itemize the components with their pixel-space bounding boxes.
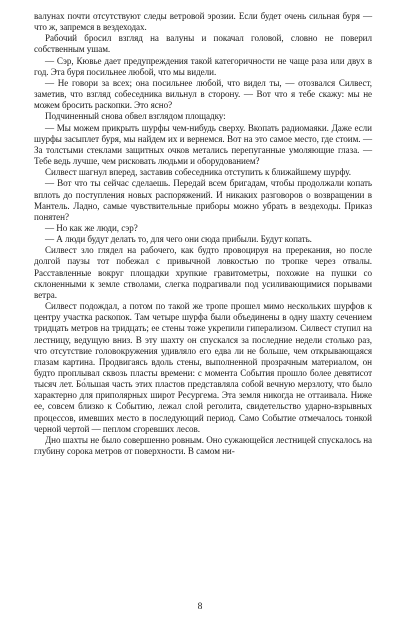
paragraph: — Сэр, Кювье дает предупреждения такой категоричности не чаще раза или двух в год. Эта буря посильнее любой, что мы видели.: [34, 55, 372, 77]
paragraph: Подчиненный снова обвел взглядом площадку:: [45, 111, 226, 122]
paragraph: — Но как же люди, сэр?: [45, 222, 138, 233]
paragraph: — Не говори за всех; она посильнее любой, что видел ты, — отозвался Силвест, заметив, что взгляд собеседника вильнул в сторону. — Вот что я тебе скажу: мы не можем бросить раскопки. Это ясно?: [34, 77, 372, 111]
paragraph: валунах почти отсутствуют следы ветровой эрозии. Если будет очень сильная буря — что ж, запремся в вездеходах.: [34, 11, 372, 33]
paragraph: Дно шахты не было совершенно ровным. Оно сужающейся лестницей спускалось на глубину сорока метров от поверхности. В самом ни-: [34, 434, 372, 457]
text-block: [34, 11, 372, 457]
paragraph: — Мы можем прикрыть шурфы чем-нибудь сверху. Вкопать радиомаяки. Даже если шурфы засыплет буря, мы найдем их и вернемся. Вот на это самое место, где стоим. — За толстыми стеклами защитных очков метались перепуганные умоляющие глаза. — Тебе ведь лучше, чем рисковать людьми и оборудованием?: [34, 122, 372, 167]
paragraph: — А люди будут делать то, для чего они сюда прибыли. Будут копать.: [45, 234, 312, 245]
page-number: 8: [197, 602, 203, 612]
paragraph: Силвест подождал, а потом по такой же тропе прошел мимо нескольких шурфов к центру участка раскопок. Там четыре шурфа были объединены в одну шахту сечением тридцать метров на тридцать; ее стены тоже укрепили гиперализом. Силвест ступил на лестницу, ведущую вниз. В эту шахту он спускался за последние недели столько раз, что отсутствие головокружения удивляло его едва ли не больше, чем открывающаяся глазам картина. Продвигаясь вдоль стены, выполненной прозрачным материалом, он будто проплывал сквозь пласты времени: с момента События прошло более девятисот тысяч лет. Бо́льшая часть этих пластов представляла собой вечную мерзлоту, что было характерно для приполярных широт Ресургема. Эта земля никогда не оттаивала. Ниже ее, совсем близко к Событию, лежал слой реголита, свидетельство ударно-взрывных процессов, имевших место в последующий период. Само Событие отмечалось тонкой черной чертой — пеплом сгоревших лесов.: [34, 301, 372, 434]
paragraph: — Вот что ты сейчас сделаешь. Передай всем бригадам, чтобы продолжали копать вплоть до поступления новых распоряжений. И никаких разговоров о возвращении в Мантель. Ладно, самые чувствительные приборы можно убрать в вездеходы. Приказ понятен?: [34, 178, 372, 222]
paragraph: Рабочий бросил взгляд на валуны и покачал головой, словно не поверил собственным ушам.: [34, 33, 372, 55]
paragraph: Силвест зло глядел на рабочего, как будто провоцируя на пререкания, но после долгой паузы тот побежал с привычной ловкостью по тропке через отвалы. Расставленные вокруг площадки хрупкие гравитометры, похожие на пушки со склоненными к земле стволами, слегка подрагивали под усиливающимися порывами ветра.: [34, 245, 372, 300]
paragraph: Силвест шагнул вперед, заставив собеседника отступить к ближайшему шурфу.: [45, 167, 351, 178]
